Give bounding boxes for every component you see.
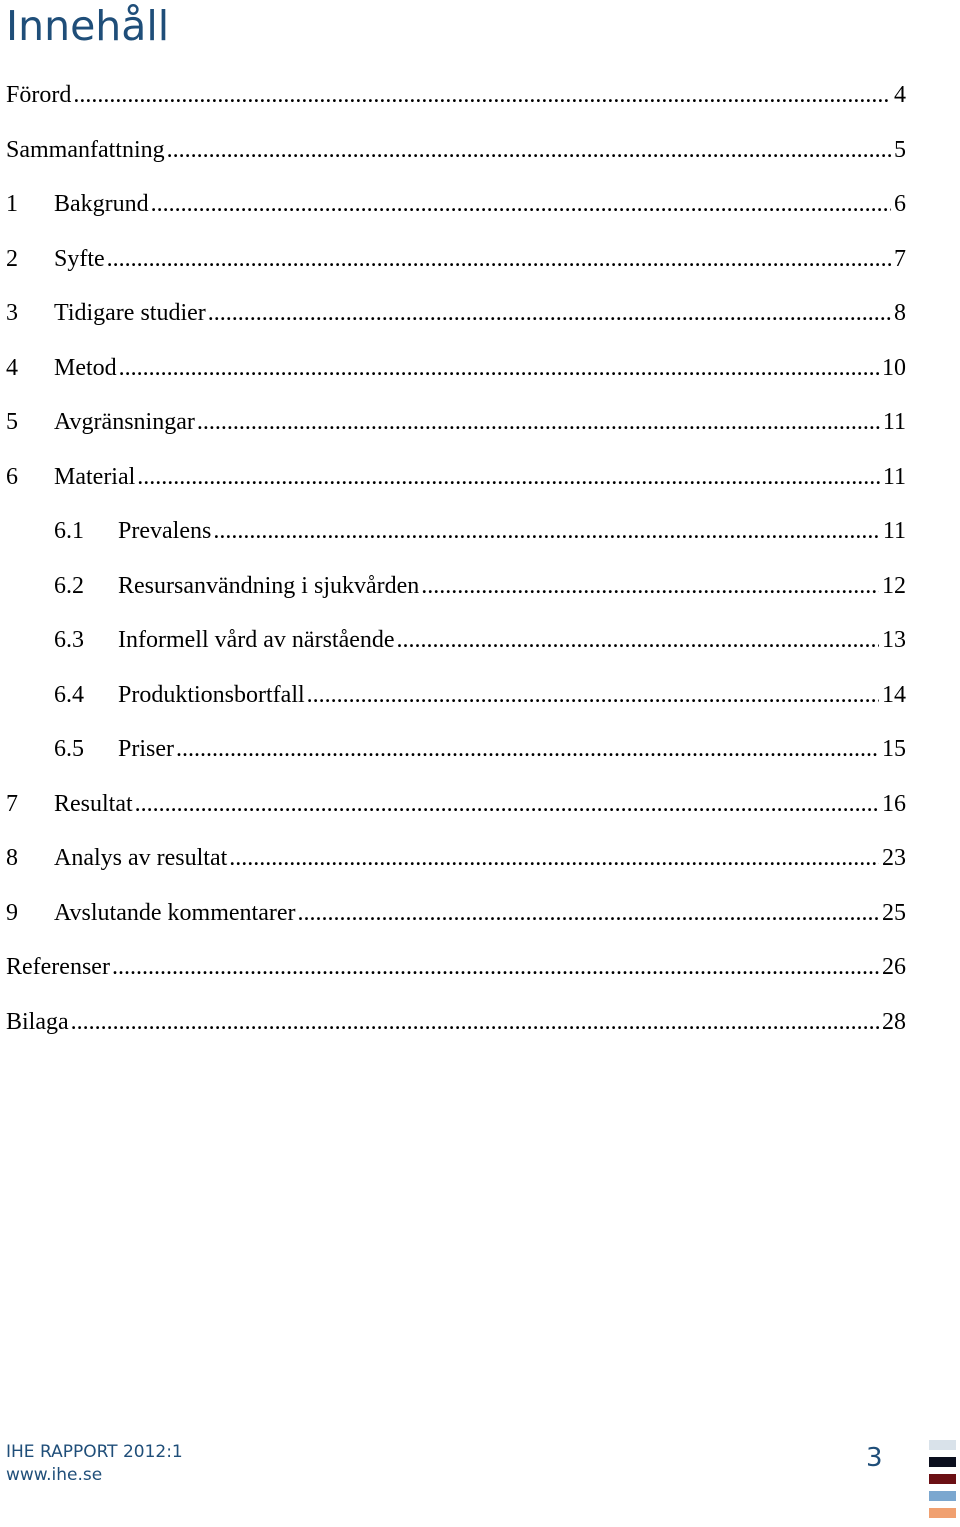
toc-entry-label: Resursanvändning i sjukvården (118, 572, 420, 599)
toc-entry[interactable] (6, 123, 906, 178)
toc-entry-page: 4 (894, 82, 906, 108)
toc-dot-leader (229, 831, 879, 886)
brand-color-bars (929, 1440, 956, 1525)
toc-dot-leader (107, 232, 891, 287)
toc-entry-page: 7 (894, 245, 906, 272)
toc-entry[interactable] (6, 232, 906, 287)
toc-entry-number: 7 (6, 790, 18, 817)
toc-entry-label: Syfte (54, 245, 105, 272)
toc-entry-page: 25 (882, 899, 906, 926)
toc-entry-number: 3 (6, 300, 18, 326)
footer (6, 1441, 183, 1487)
toc-entry-label: Priser (118, 736, 174, 762)
toc-entry-label: Metod (54, 354, 117, 381)
toc-entry-number: 6.5 (54, 736, 84, 762)
toc-dot-leader (135, 777, 879, 832)
toc-dot-leader (307, 668, 879, 723)
toc-entry-label: Material (54, 463, 136, 490)
toc-entry-number: 6.1 (54, 518, 84, 544)
toc-entry-page: 14 (882, 681, 906, 708)
toc-dot-leader (167, 123, 891, 178)
toc-entry-page: 5 (894, 136, 906, 163)
toc-entry-label: Resultat (54, 790, 133, 817)
toc-dot-leader (112, 940, 879, 995)
toc-dot-leader (197, 395, 880, 450)
toc-entry-label: Analys av resultat (54, 845, 228, 871)
color-bar (929, 1491, 956, 1501)
toc-entry-label: Bakgrund (54, 191, 149, 217)
color-bar (929, 1508, 956, 1518)
toc-entry-label: Informell vård av närstående (118, 627, 395, 653)
toc-dot-leader (208, 286, 891, 341)
website-link[interactable]: www.ihe.se (6, 1465, 103, 1485)
toc-entry[interactable] (6, 995, 906, 1050)
color-bar (929, 1474, 956, 1484)
toc-entry-number: 6 (6, 463, 18, 490)
toc-entry[interactable] (6, 395, 906, 450)
toc-entry-label: Avgränsningar (54, 409, 195, 435)
toc-entry-label: Förord (6, 82, 72, 108)
toc-entry[interactable] (6, 831, 906, 886)
toc-entry[interactable] (6, 450, 906, 505)
toc-dot-leader (73, 68, 891, 123)
page-title: Innehåll (6, 2, 170, 50)
toc-entry-page: 23 (882, 845, 906, 871)
toc-entry[interactable] (6, 504, 906, 559)
toc-entry-label: Produktionsbortfall (118, 681, 305, 708)
toc-entry-page: 12 (882, 572, 906, 599)
toc-entry[interactable] (6, 177, 906, 232)
toc-entry-number: 6.4 (54, 681, 84, 708)
toc-entry[interactable] (6, 940, 906, 995)
toc-entry-label: Avslutande kommentarer (54, 899, 296, 926)
table-of-contents (6, 68, 906, 1049)
toc-entry-label: Bilaga (6, 1008, 69, 1035)
color-bar (929, 1457, 956, 1467)
toc-entry-page: 16 (882, 790, 906, 817)
toc-entry-label: Tidigare studier (54, 300, 206, 326)
toc-entry-label: Prevalens (118, 518, 212, 544)
toc-entry[interactable] (6, 777, 906, 832)
toc-entry-number: 9 (6, 899, 18, 926)
toc-entry-page: 26 (882, 954, 906, 980)
toc-dot-leader (213, 504, 880, 559)
toc-dot-leader (421, 559, 879, 614)
toc-entry[interactable] (6, 613, 906, 668)
toc-entry-number: 6.2 (54, 572, 84, 599)
toc-entry-number: 2 (6, 245, 18, 272)
toc-entry-number: 5 (6, 409, 18, 435)
toc-dot-leader (151, 177, 891, 232)
toc-entry-page: 8 (894, 300, 906, 326)
toc-entry[interactable] (6, 722, 906, 777)
toc-dot-leader (297, 886, 879, 941)
toc-dot-leader (71, 995, 879, 1050)
toc-entry[interactable] (6, 886, 906, 941)
toc-entry-number: 6.3 (54, 627, 84, 653)
color-bar (929, 1440, 956, 1450)
toc-entry-page: 6 (894, 191, 906, 217)
toc-entry[interactable] (6, 286, 906, 341)
toc-entry-page: 11 (882, 463, 906, 490)
toc-dot-leader (137, 450, 880, 505)
toc-entry-page: 11 (882, 518, 906, 544)
toc-entry-number: 8 (6, 845, 18, 871)
toc-entry-page: 13 (882, 627, 906, 653)
toc-entry-label: Referenser (6, 954, 110, 980)
toc-entry[interactable] (6, 559, 906, 614)
toc-entry-number: 4 (6, 354, 18, 381)
toc-entry-page: 11 (882, 409, 906, 435)
toc-dot-leader (119, 341, 879, 396)
toc-entry[interactable] (6, 341, 906, 396)
toc-entry-number: 1 (6, 191, 18, 217)
toc-dot-leader (176, 722, 879, 777)
toc-entry[interactable] (6, 68, 906, 123)
toc-entry-label: Sammanfattning (6, 136, 165, 163)
toc-entry[interactable] (6, 668, 906, 723)
toc-entry-page: 28 (882, 1008, 906, 1035)
toc-dot-leader (397, 613, 879, 668)
toc-entry-page: 15 (882, 736, 906, 762)
report-id: IHE RAPPORT 2012:1 (6, 1442, 183, 1462)
toc-entry-page: 10 (882, 354, 906, 381)
page-number: 3 (866, 1443, 883, 1473)
